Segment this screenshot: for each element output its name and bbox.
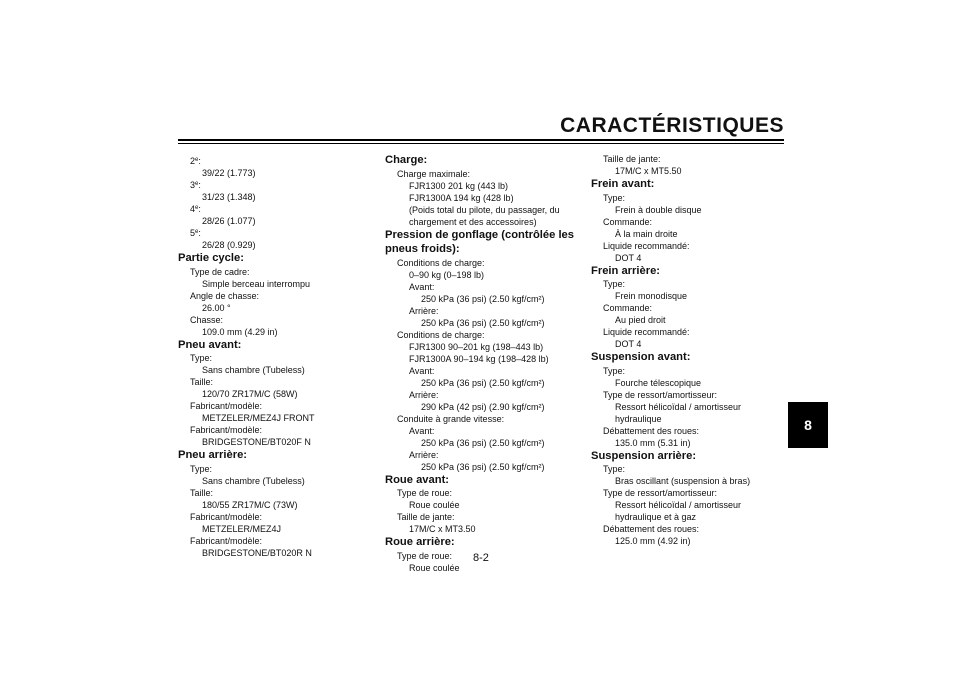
spec-line: Au pied droit [615,315,666,325]
spec-line: 109.0 mm (4.29 in) [202,326,278,337]
section-heading: Roue avant: [385,473,450,486]
spec-line: Débattement des roues: [603,524,700,534]
section-heading: Suspension avant: [591,351,691,363]
page-number: 8-2 [473,552,489,564]
spec-line: Frein à double disque [615,204,702,215]
spec-line: 3e: [190,180,201,190]
spec-line: Conditions de charge: [397,329,485,340]
spec-line: Type de roue: [397,488,453,498]
spec-line: 120/70 ZR17M/C (58W) [202,389,298,399]
spec-line: METZELER/MEZ4J FRONT [202,413,315,423]
spec-line: Ressort hélicoïdal / amortisseur [615,401,742,412]
spec-line: 28/26 (1.077) [202,216,256,226]
spec-line: Type de cadre: [190,266,250,277]
spec-line: chargement et des accessoires) [409,216,537,227]
spec-column-2 [385,153,580,574]
spec-line: BRIDGESTONE/BT020F N [202,437,311,447]
spec-line: Arrière: [409,389,439,400]
spec-line: Conditions de charge: [397,257,485,268]
spec-line: Commande: [603,216,653,227]
spec-line: Liquide recommandé: [603,327,690,337]
spec-line: Fabricant/modèle: [190,511,263,522]
section-heading: Pneu avant: [178,338,242,351]
header-rule-thick [178,139,784,141]
spec-line: 0–90 kg (0–198 lb) [409,269,485,280]
header-rule-thin [178,143,784,144]
spec-line: 125.0 mm (4.92 in) [615,536,691,546]
spec-line: Avant: [409,425,435,436]
section-heading: Suspension arrière: [591,449,697,462]
spec-line: Type: [603,365,626,376]
spec-line: Type de ressort/amortisseur: [603,389,718,400]
spec-line: Type de ressort/amortisseur: [603,488,718,498]
spec-line: Ressort hélicoïdal / amortisseur [615,500,742,510]
spec-line: Avant: [409,281,435,292]
spec-line: Simple berceau interrompu [202,278,311,289]
spec-line: Type: [603,192,626,203]
spec-line: À la main droite [615,228,678,239]
spec-line: FJR1300 201 kg (443 lb) [409,180,509,191]
spec-line: 2e: [190,156,201,166]
spec-line: 4e: [190,204,201,214]
spec-line: FJR1300 90–201 kg (198–443 lb) [409,341,544,352]
spec-line: Charge maximale: [397,168,471,179]
spec-line: hydraulique et à gaz [615,512,697,522]
spec-line: 39/22 (1.773) [202,168,256,178]
spec-line: Type: [603,279,626,289]
spec-line: 250 kPa (36 psi) (2.50 kgf/cm²) [421,461,545,472]
section-heading: Frein avant: [591,178,655,190]
spec-line: Taille de jante: [397,512,455,522]
spec-line: 5e: [190,228,201,238]
spec-line: (Poids total du pilote, du passager, du [409,204,560,215]
section-heading: pneus froids): [385,243,460,255]
spec-column-1 [178,155,358,559]
spec-line: Taille de jante: [603,154,661,164]
section-heading: Pneu arrière: [178,449,248,461]
spec-line: 250 kPa (36 psi) (2.50 kgf/cm²) [421,293,545,304]
spec-column-3 [591,153,781,547]
spec-line: Fabricant/modèle: [190,535,263,546]
section-tab: 8 [788,402,828,448]
spec-line: 180/55 ZR17M/C (73W) [202,499,298,510]
spec-line: Chasse: [190,314,224,325]
spec-line: Type de roue: [397,550,453,561]
spec-line: Avant: [409,365,435,376]
spec-line: Commande: [603,303,653,313]
spec-line: 250 kPa (36 psi) (2.50 kgf/cm²) [421,437,545,448]
spec-line: Sans chambre (Tubeless) [202,365,305,375]
spec-line: Arrière: [409,305,439,316]
spec-line: Taille: [190,377,214,387]
section-heading: Pression de gonflage (contrôlée les [385,228,574,241]
spec-line: 290 kPa (42 psi) (2.90 kgf/cm²) [421,401,545,412]
section-heading: Frein arrière: [591,264,661,277]
spec-line: 26.00 ° [202,302,231,313]
spec-line: Roue coulée [409,562,460,573]
spec-line: 17M/C x MT3.50 [409,524,476,534]
section-heading: Partie cycle: [178,252,244,264]
spec-line: Roue coulée [409,500,460,510]
spec-line: Type: [190,353,213,363]
spec-line: 135.0 mm (5.31 in) [615,437,691,448]
spec-line: METZELER/MEZ4J [202,523,282,534]
spec-line: Frein monodisque [615,291,688,301]
spec-line: Liquide recommandé: [603,240,690,251]
spec-line: Débattement des roues: [603,425,700,436]
spec-line: Type: [190,463,213,474]
spec-line: FJR1300A 194 kg (428 lb) [409,192,514,203]
spec-line: Angle de chasse: [190,290,260,301]
spec-line: Conduite à grande vitesse: [397,413,505,424]
spec-line: Fabricant/modèle: [190,425,263,435]
spec-line: Type: [603,464,626,474]
section-heading: Roue arrière: [385,536,455,548]
spec-line: FJR1300A 90–194 kg (198–428 lb) [409,353,549,364]
spec-line: 31/23 (1.348) [202,192,256,202]
spec-line: 26/28 (0.929) [202,240,256,250]
spec-line: Fourche télescopique [615,377,702,388]
spec-line: 250 kPa (36 psi) (2.50 kgf/cm²) [421,377,545,388]
spec-line: Bras oscillant (suspension à bras) [615,476,751,486]
spec-line: 17M/C x MT5.50 [615,166,682,176]
page-title: CARACTÉRISTIQUES [560,114,784,137]
spec-line: DOT 4 [615,339,642,349]
spec-line: hydraulique [615,413,662,424]
section-heading: Charge: [385,154,428,166]
spec-line: DOT 4 [615,252,642,263]
spec-line: Sans chambre (Tubeless) [202,475,305,486]
spec-line: 250 kPa (36 psi) (2.50 kgf/cm²) [421,317,545,328]
spec-line: BRIDGESTONE/BT020R N [202,547,312,558]
spec-line: Taille: [190,487,214,498]
spec-line: Fabricant/modèle: [190,401,263,411]
spec-line: Arrière: [409,449,439,460]
